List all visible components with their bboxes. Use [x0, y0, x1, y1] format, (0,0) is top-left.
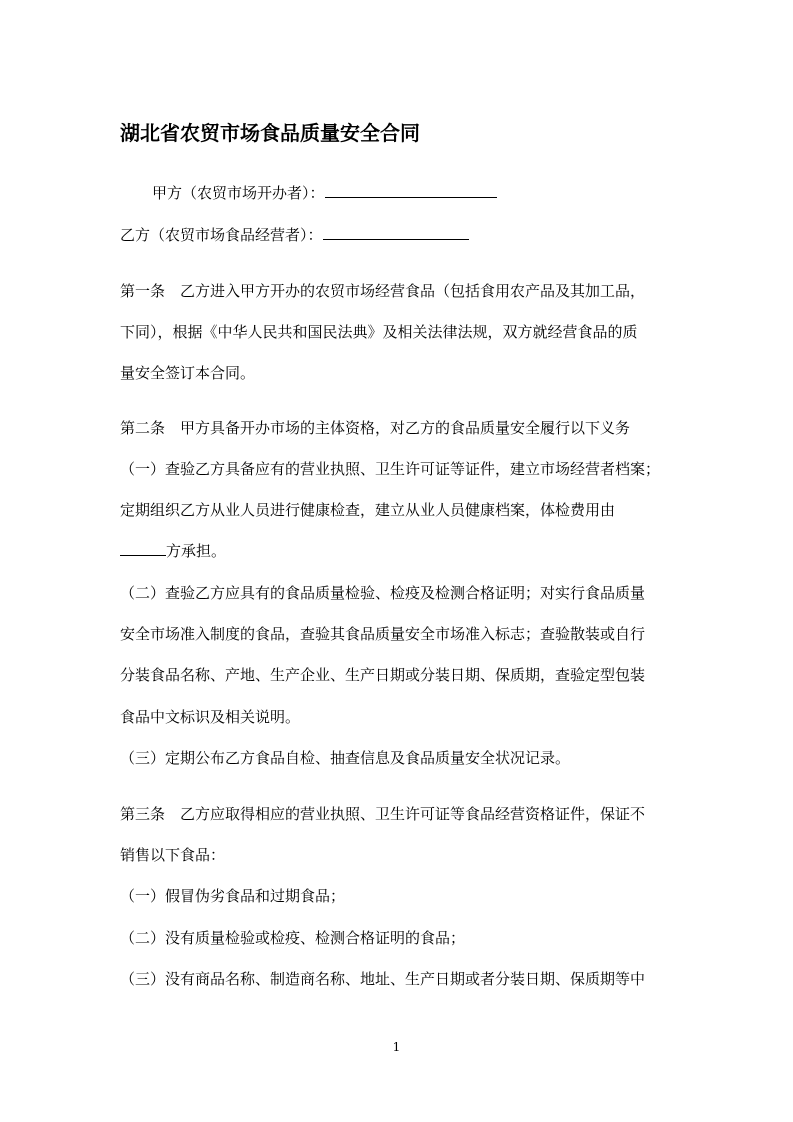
article-2-line-6: 安全市场准入制度的食品，查验其食品质量安全市场准入标志；查验散装或自行: [120, 625, 646, 643]
article-2-line-8: 食品中文标识及相关说明。: [120, 708, 301, 726]
article-2-line-7: 分装食品名称、产地、生产企业、生产日期或分装日期、保质期，查验定型包装: [120, 666, 646, 684]
article-1-line-3: 量安全签订本合同。: [120, 364, 256, 382]
article-2-line-2: （一）查验乙方具备应有的营业执照、卫生许可证等证件，建立市场经营者档案；: [120, 460, 661, 478]
party-b-label: 乙方（农贸市场食品经营者）：: [120, 226, 323, 244]
article-2-line-1: 第二条 甲方具备开办市场的主体资格，对乙方的食品质量安全履行以下义务: [120, 419, 631, 437]
article-3-line-2: 销售以下食品：: [120, 846, 226, 864]
party-a-blank: [325, 182, 497, 198]
party-a-line: [152, 181, 497, 205]
party-b-line: [120, 223, 469, 247]
article-2-line-4: [120, 539, 226, 563]
article-2-line-9: （三）定期公布乙方食品自检、抽查信息及食品质量安全状况记录。: [120, 749, 571, 767]
article-1-line-1: 第一条 乙方进入甲方开办的农贸市场经营食品（包括食用农产品及其加工品，: [120, 282, 646, 300]
cost-bearer-blank: [120, 540, 166, 556]
party-b-blank: [323, 224, 469, 240]
article-2-line-5: （二）查验乙方应具有的食品质量检验、检疫及检测合格证明；对实行食品质量: [120, 584, 646, 602]
article-2-line-3: 定期组织乙方从业人员进行健康检查，建立从业人员健康档案，体检费用由: [120, 501, 616, 519]
article-3-line-3: （一）假冒伪劣食品和过期食品；: [120, 887, 346, 905]
article-3-line-5: （三）没有商品名称、制造商名称、地址、生产日期或者分装日期、保质期等中: [120, 970, 646, 988]
cost-bearer-suffix: 方承担。: [166, 542, 227, 560]
article-3-line-1: 第三条 乙方应取得相应的营业执照、卫生许可证等食品经营资格证件，保证不: [120, 805, 646, 823]
page-number: 1: [392, 1040, 401, 1054]
document-title: 湖北省农贸市场食品质量安全合同: [120, 121, 420, 145]
party-a-label: 甲方（农贸市场开办者）：: [152, 184, 325, 202]
article-1-line-2: 下同），根据《中华人民共和国民法典》及相关法律法规，双方就经营食品的质: [120, 323, 638, 341]
article-3-line-4: （二）没有质量检验或检疫、检测合格证明的食品；: [120, 929, 466, 947]
